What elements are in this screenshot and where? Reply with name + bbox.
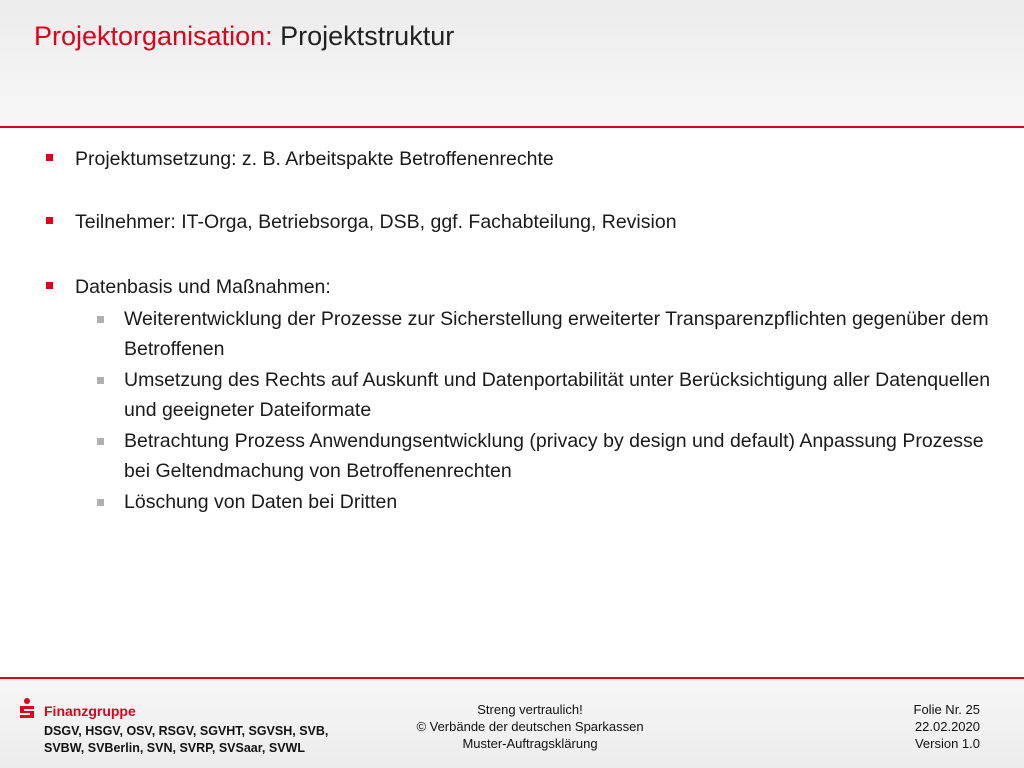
sub-bullet-item: Löschung von Daten bei Dritten	[124, 491, 398, 513]
sub-bullet-icon	[97, 316, 104, 323]
bullet-item: Teilnehmer: IT-Orga, Betriebsorga, DSB, ggf. Fachabteilung, Revision	[75, 211, 677, 233]
sub-bullet-item: Betrachtung Prozess Anwendungsentwicklung (privacy by design und default) Anpassung Prozesse bei Geltendmachung von Betroffenenrechten	[124, 430, 984, 482]
footer-right	[860, 701, 980, 752]
bullet-icon	[46, 154, 53, 161]
slide-header	[0, 0, 1024, 126]
bullet-item: Datenbasis und Maßnahmen:	[75, 276, 331, 298]
header-divider	[0, 126, 1024, 128]
bullet-icon	[46, 282, 53, 289]
sub-bullet-icon	[97, 438, 104, 445]
slide-footer	[0, 679, 1024, 768]
slide-number: Folie Nr. 25	[913, 702, 980, 717]
sub-bullet-item: Umsetzung des Rechts auf Auskunft und Datenportabilität unter Berücksichtigung aller Datenquellen und geeigneter Dateiformate	[124, 369, 991, 421]
document-title: Muster-Auftragsklärung	[462, 736, 598, 751]
title-part2: Projektstruktur	[280, 21, 455, 51]
footer-center	[380, 701, 680, 752]
bullet-item: Projektumsetzung: z. B. Arbeitspakte Betroffenenrechte	[75, 148, 554, 170]
sub-bullet-icon	[97, 499, 104, 506]
confidential-label: Streng vertraulich!	[477, 702, 583, 717]
associations-list: DSGV, HSGV, OSV, RSGV, SGVHT, SGVSH, SVB, SVBW, SVBerlin, SVN, SVRP, SVSaar, SVWL	[44, 724, 329, 755]
copyright-label: © Verbände der deutschen Sparkassen	[416, 719, 644, 734]
sub-bullet-icon	[97, 377, 104, 384]
slide-title	[34, 18, 454, 54]
brand-name: Finanzgruppe	[44, 703, 136, 719]
version-label: Version 1.0	[914, 736, 980, 751]
title-part1: Projektorganisation:	[34, 21, 273, 51]
sparkasse-logo-icon	[16, 697, 38, 719]
slide-date: 22.02.2020	[914, 719, 980, 734]
bullet-icon	[46, 217, 53, 224]
sub-bullet-item: Weiterentwicklung der Prozesse zur Sicherstellung erweiterter Transparenzpflichten gegenüber dem Betroffenen	[124, 308, 989, 360]
